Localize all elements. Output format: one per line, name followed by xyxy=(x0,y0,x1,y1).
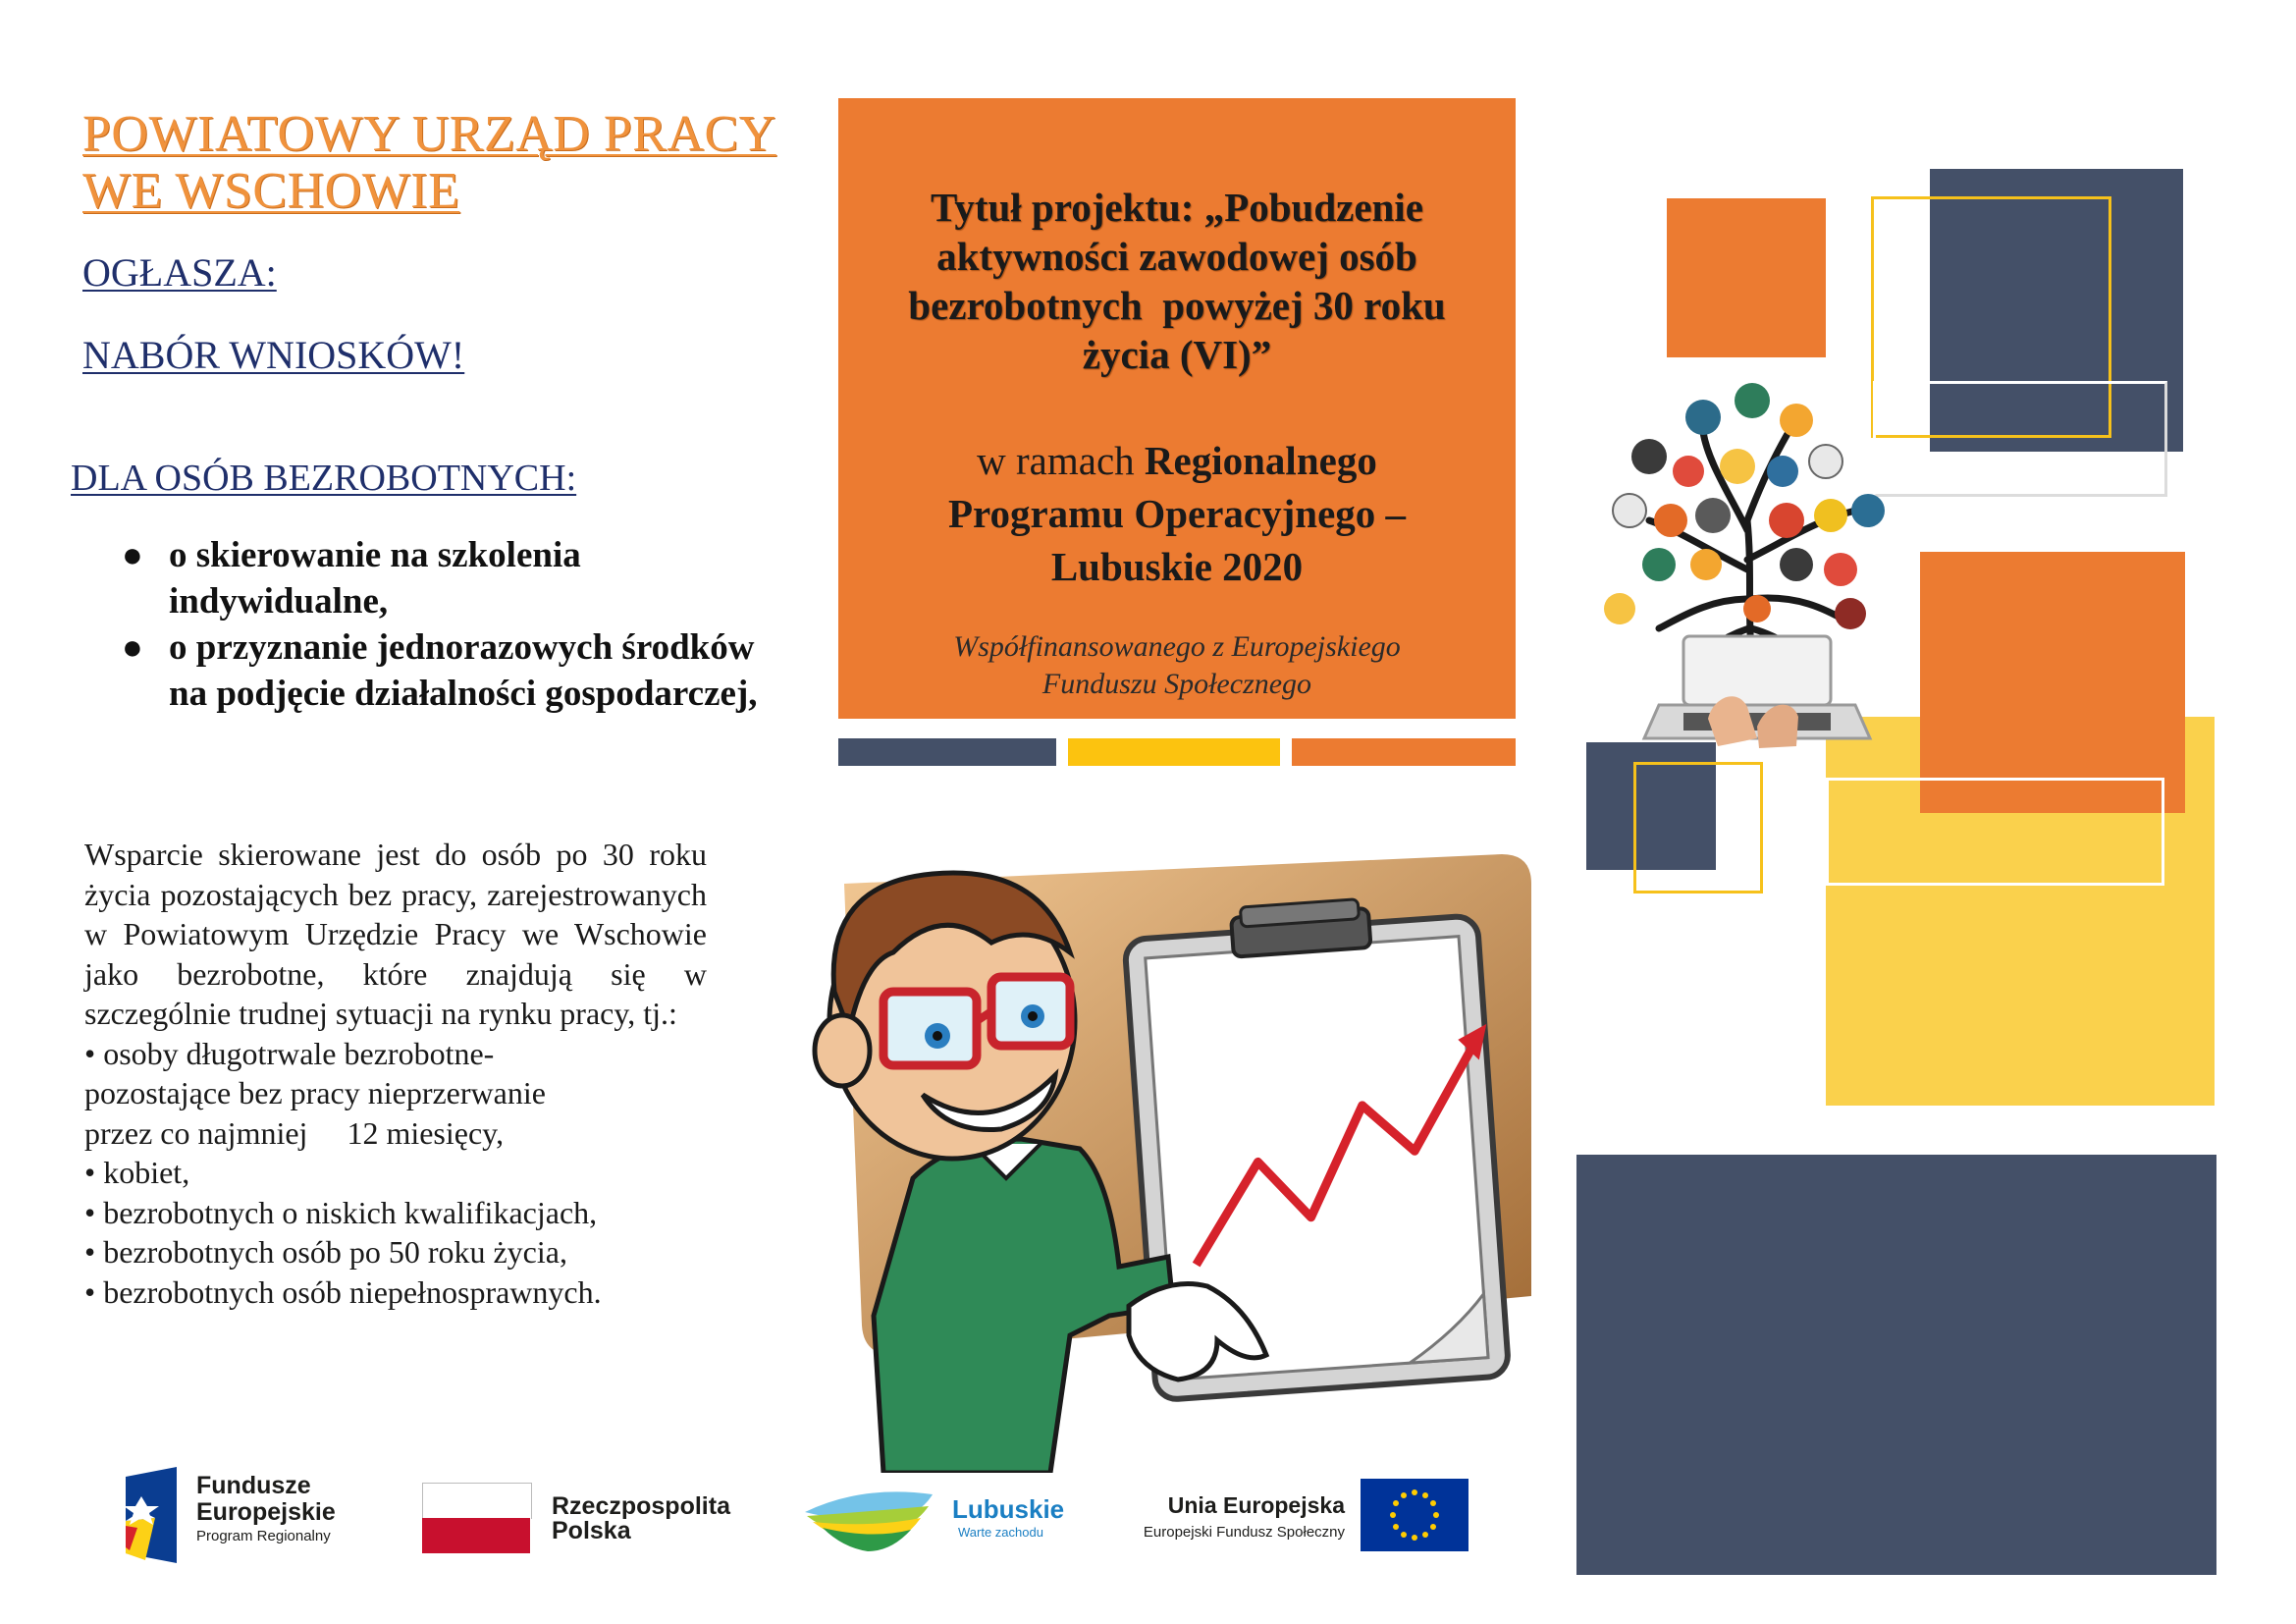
office-title-line1: POWIATOWY URZĄD PRACY xyxy=(82,106,776,162)
cofinancing-line: Współfinansowanego z Europejskiego xyxy=(953,630,1401,663)
rzeczpospolita-polska-logo xyxy=(552,1494,730,1543)
program-line: Regionalnego xyxy=(1144,438,1377,483)
cartoon-presenter-illustration xyxy=(756,844,1590,1473)
eu-flag-icon xyxy=(1361,1479,1468,1551)
criteria-line: przez co najmniej 12 miesięcy, xyxy=(84,1114,505,1151)
criteria-line: • bezrobotnych osób po 50 roku życia, xyxy=(84,1234,567,1270)
list-item xyxy=(118,624,766,717)
lubuskie-logo-icon xyxy=(803,1485,940,1553)
decor-square-orange-2 xyxy=(1920,552,2185,813)
offers-list xyxy=(118,532,766,717)
decor-square-orange xyxy=(1667,198,1826,357)
project-title-line: Tytuł projektu: „Pobudzenie xyxy=(931,185,1423,230)
stripe-yellow xyxy=(1068,738,1280,766)
office-title-line2: WE WSCHOWIE xyxy=(82,163,460,219)
recruitment-heading: NABÓR WNIOSKÓW! xyxy=(82,333,465,377)
criteria-line: • osoby długotrwale bezrobotne- xyxy=(84,1035,495,1071)
bullet-icon: ● xyxy=(122,627,143,667)
logo-text: Unia Europejska xyxy=(1167,1492,1345,1518)
list-item xyxy=(118,532,766,624)
project-title-line: życia (VI)” xyxy=(1082,332,1272,377)
logo-text: Polska xyxy=(552,1517,631,1544)
logo-text: Rzeczpospolita xyxy=(552,1492,730,1520)
stripe-navy xyxy=(838,738,1056,766)
program-name xyxy=(858,434,1496,593)
target-group-heading: DLA OSÓB BEZROBOTNYCH: xyxy=(71,458,577,499)
support-description xyxy=(84,835,707,1312)
logo-text: Lubuskie xyxy=(952,1494,1065,1524)
decor-outline-white-2 xyxy=(1826,778,2164,886)
project-title xyxy=(858,183,1496,379)
logo-text: Warte zachodu xyxy=(958,1525,1043,1540)
announces-heading: OGŁASZA: xyxy=(82,250,277,295)
idea-tree-laptop-icon xyxy=(1590,373,1914,785)
polish-flag-white-icon xyxy=(422,1483,532,1519)
cofinancing-line: Funduszu Społecznego xyxy=(1041,668,1312,700)
criteria-line: • bezrobotnych o niskich kwalifikacjach, xyxy=(84,1194,598,1230)
program-line: Lubuskie 2020 xyxy=(1050,544,1304,589)
fundusze-europejskie-logo-icon xyxy=(116,1467,187,1565)
offer-text: o przyznanie jednorazowych środków na podjęcie działalności gospodarczej, xyxy=(169,627,758,714)
office-title xyxy=(82,106,789,220)
stripe-orange xyxy=(1292,738,1516,766)
criteria-line: pozostające bez pracy nieprzerwanie xyxy=(84,1075,546,1110)
criteria-line: • kobiet, xyxy=(84,1155,190,1190)
lubuskie-logo xyxy=(952,1494,1064,1541)
project-title-line: aktywności zawodowej osób xyxy=(936,234,1417,279)
bullet-icon: ● xyxy=(122,535,143,574)
logo-text: Europejski Fundusz Społeczny xyxy=(1143,1524,1345,1541)
logo-text: Fundusze xyxy=(196,1472,311,1499)
program-prefix: w ramach xyxy=(977,438,1135,483)
offer-text: o skierowanie na szkolenia indywidualne, xyxy=(169,535,581,622)
unia-europejska-logo xyxy=(1101,1490,1345,1545)
support-intro: Wsparcie skierowane jest do osób po 30 roku życia pozostających bez pracy, zarejestrowanych w Powiatowym Urzędzie Pracy we Wschowie jako bezrobotne, które znajdują się w szczególnie trudnej sytuacji na rynku pracy, tj.: xyxy=(84,837,707,1031)
decor-square-navy-large xyxy=(1576,1155,2216,1575)
polish-flag-red-icon xyxy=(422,1518,530,1553)
decor-outline-white xyxy=(1873,381,2167,497)
cofinancing-note xyxy=(858,628,1496,703)
program-line: Programu Operacyjnego – xyxy=(947,491,1407,536)
criteria-line: • bezrobotnych osób niepełnosprawnych. xyxy=(84,1273,602,1310)
project-title-line: bezrobotnych powyżej 30 roku xyxy=(908,283,1446,328)
logo-text: Program Regionalny xyxy=(196,1528,331,1544)
fundusze-europejskie-logo xyxy=(196,1473,336,1547)
logo-text: Europejskie xyxy=(196,1498,336,1526)
